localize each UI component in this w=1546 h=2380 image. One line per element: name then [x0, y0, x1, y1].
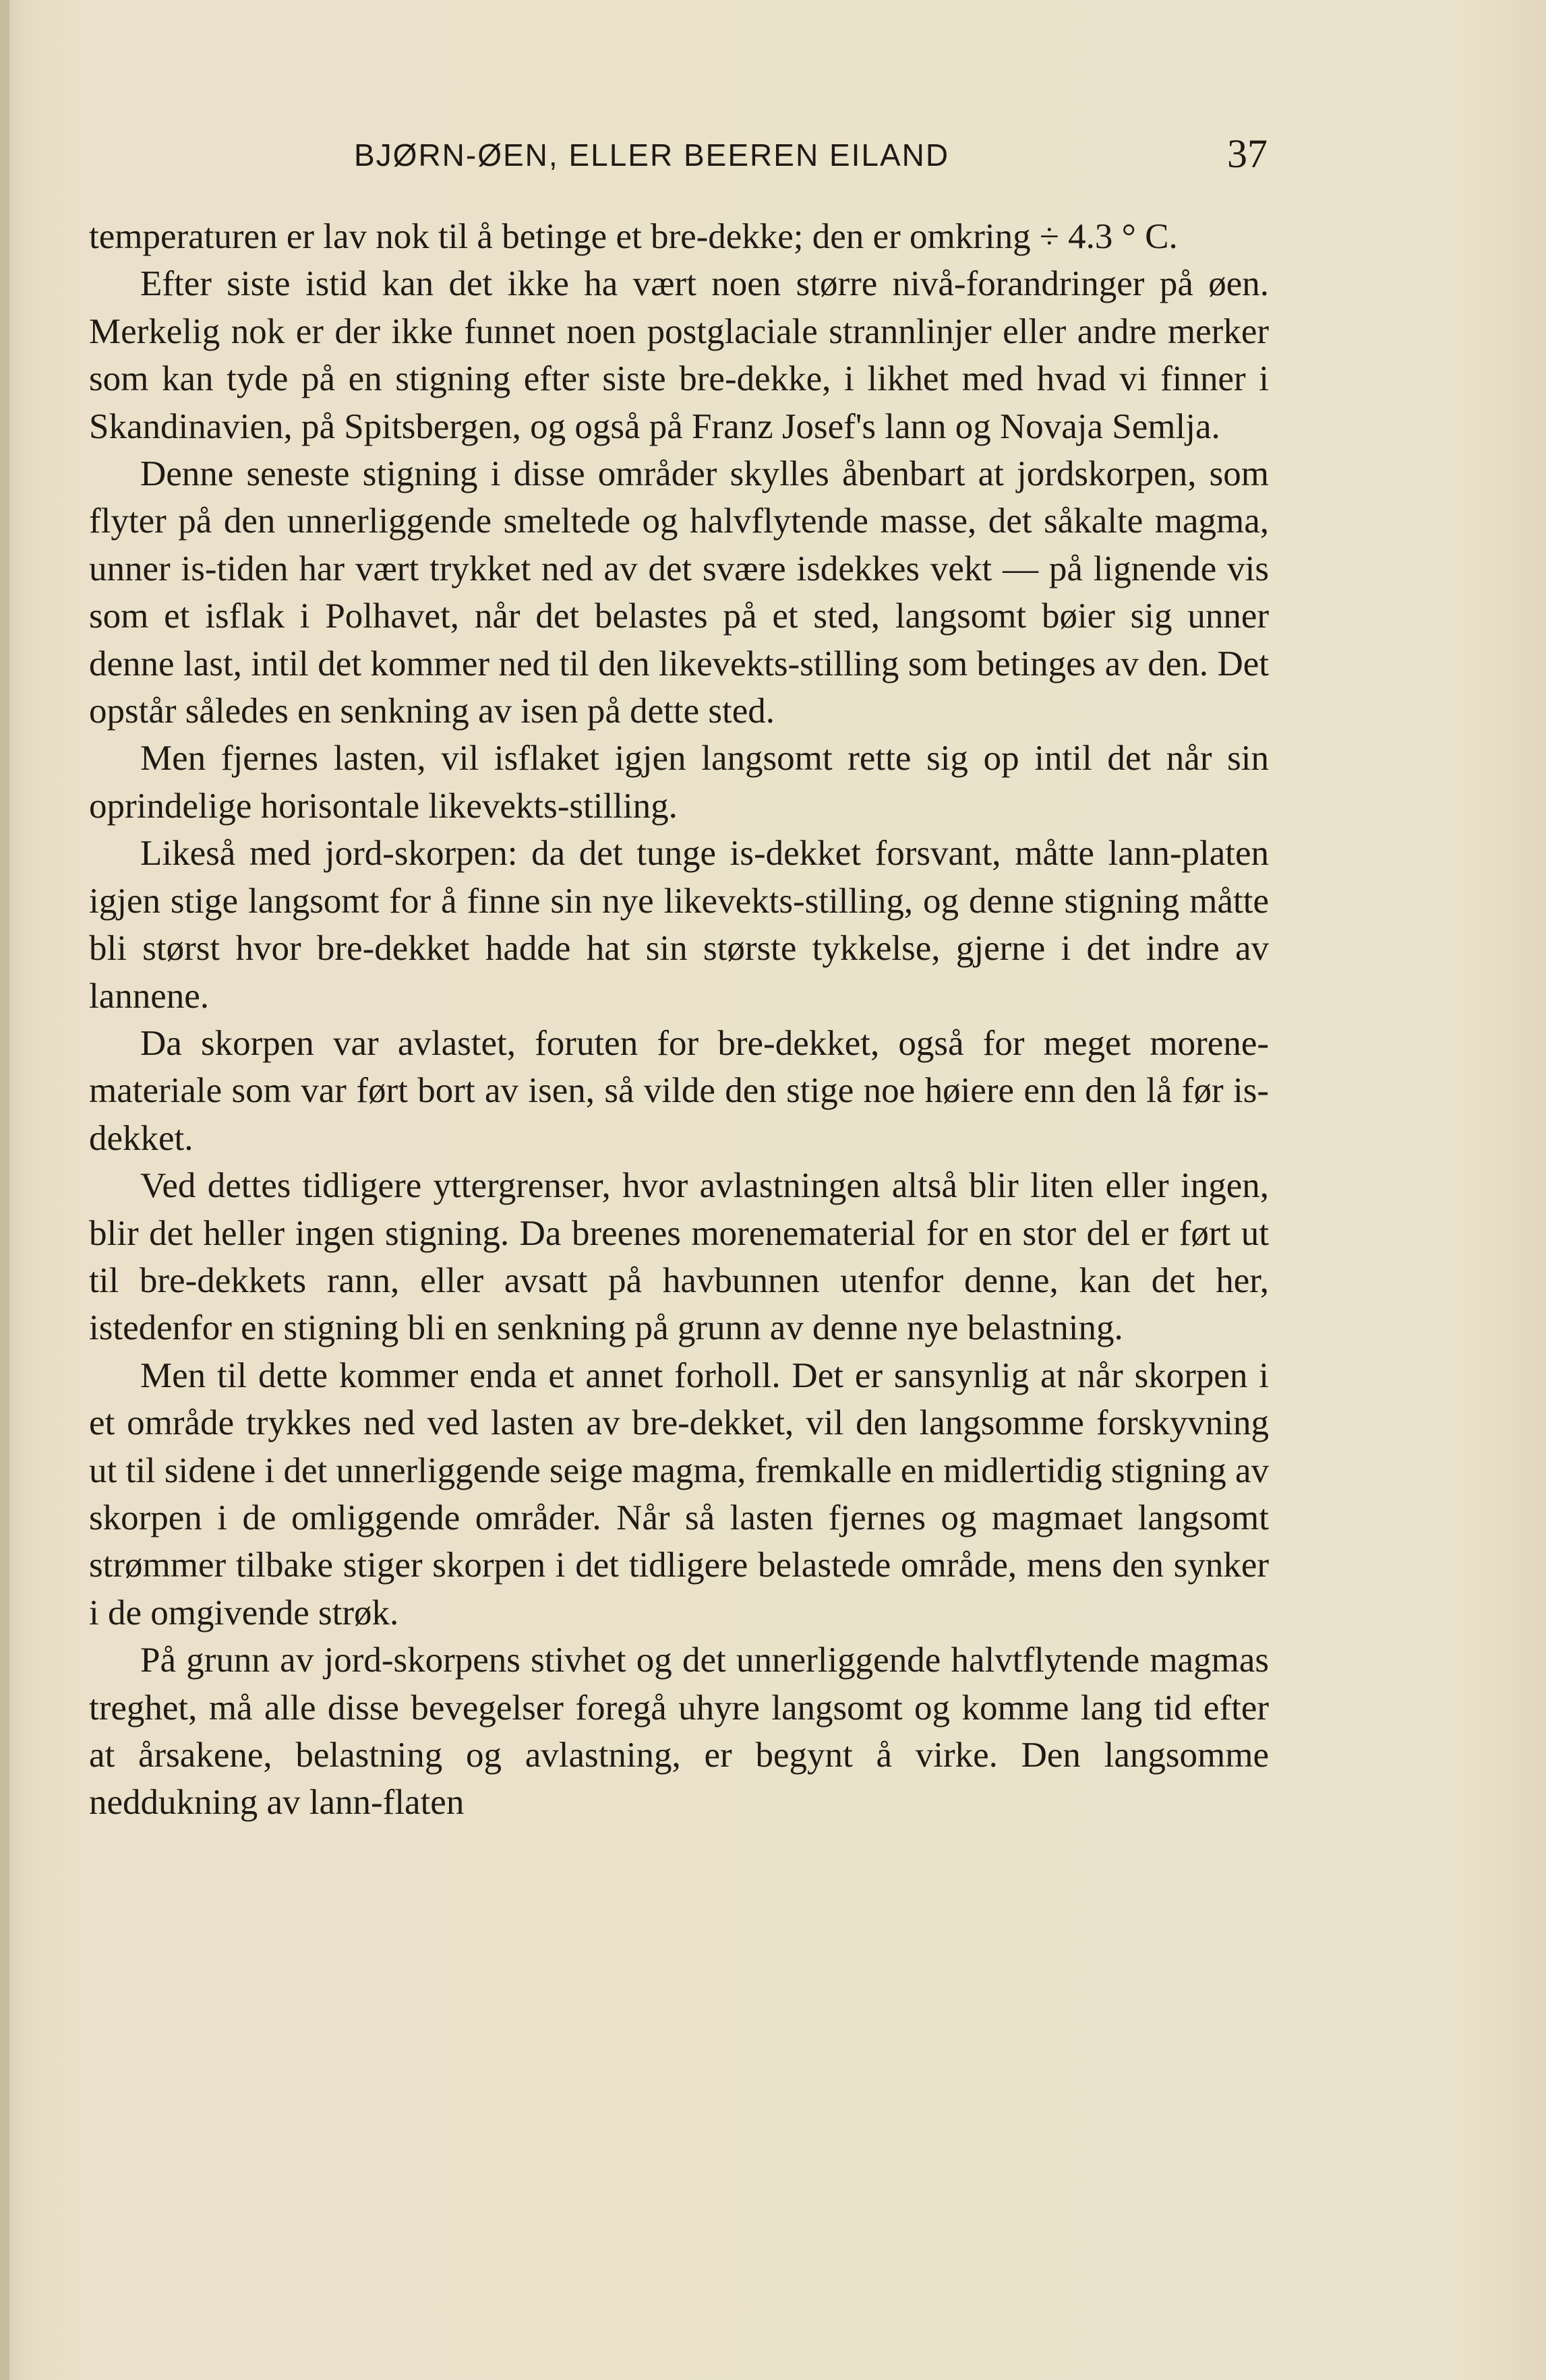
binding-edge [0, 0, 9, 2380]
paragraph-2: Efter siste istid kan det ikke ha vært noen større nivå-forandringer på øen. Merkelig nok er der ikke funnet noen postglaciale strannlinjer eller andre merker som kan tyde på en stigning efter siste bre-dekke, i likhet med hvad vi finner i Skandinavien, på Spitsbergen, og også på Franz Josef's lann og Novaja Semlja. [89, 264, 1269, 446]
paragraph-3: Denne seneste stigning i disse områder skylles åbenbart at jordskorpen, som flyter på den unnerliggende smeltede og halvflytende masse, det såkalte magma, unner is-tiden har vært trykket ned av det svære isdekkes vekt — på lignende vis som et isflak i Polhavet, når det belastes på et sted, langsomt bøier sig unner denne last, intil det kommer ned til den likevekts-stilling som betinges av den. Det opstår således en senkning av isen på dette sted. [89, 454, 1269, 731]
running-head: BJØRN-ØEN, ELLER BEEREN EILAND [354, 138, 950, 173]
paragraph-1: temperaturen er lav nok til å betinge et bre-dekke; den er omkring ÷ 4.3 ° C. [89, 217, 1178, 256]
body-text [89, 213, 1269, 1827]
paragraph-6: Da skorpen var avlastet, foruten for bre-dekket, også for meget morene-materiale som var ført bort av isen, så vilde den stige noe høiere enn den lå før is-dekket. [89, 1023, 1269, 1158]
paragraph-8: Men til dette kommer enda et annet forholl. Det er sansynlig at når skorpen i et område trykkes ned ved lasten av bre-dekket, vil den langsomme forskyvning ut til sidene i det unnerliggende seige magma, fremkalle en midlertidig stigning av skorpen i de omliggende områder. Når så lasten fjernes og magmaet langsomt strømmer tilbake stiger skorpen i det tidligere belastede område, mens den synker i de omgivende strøk. [89, 1355, 1270, 1633]
paragraph-7: Ved dettes tidligere yttergrenser, hvor avlastningen altså blir liten eller ingen, blir det heller ingen stigning. Da breenes morenematerial for en stor del er ført ut til bre-dekkets rann, eller avsatt på havbunnen utenfor denne, kan det her, istedenfor en stigning bli en senkning på grunn av denne nye belastning. [89, 1166, 1269, 1348]
paragraph-9: På grunn av jord-skorpens stivhet og det unnerliggende halvtflytende magmas treghet, må alle disse bevegelser foregå uhyre langsomt og komme lang tid efter at årsakene, belastning og avlastning, er begynt å virke. Den langsomme neddukning av lann-flaten [89, 1641, 1269, 1823]
paragraph-5: Likeså med jord-skorpen: da det tunge is-dekket forsvant, måtte lann-platen igjen stige langsomt for å finne sin nye likevekts-stilling, og denne stigning måtte bli størst hvor bre-dekket hadde hat sin største tykkelse, gjerne i det indre av lannene. [89, 834, 1269, 1016]
page-header [88, 131, 1268, 182]
page-number: 37 [1227, 131, 1268, 176]
paragraph-4: Men fjernes lasten, vil isflaket igjen langsomt rette sig op intil det når sin oprindelige horisontale likevekts-stilling. [89, 739, 1269, 826]
